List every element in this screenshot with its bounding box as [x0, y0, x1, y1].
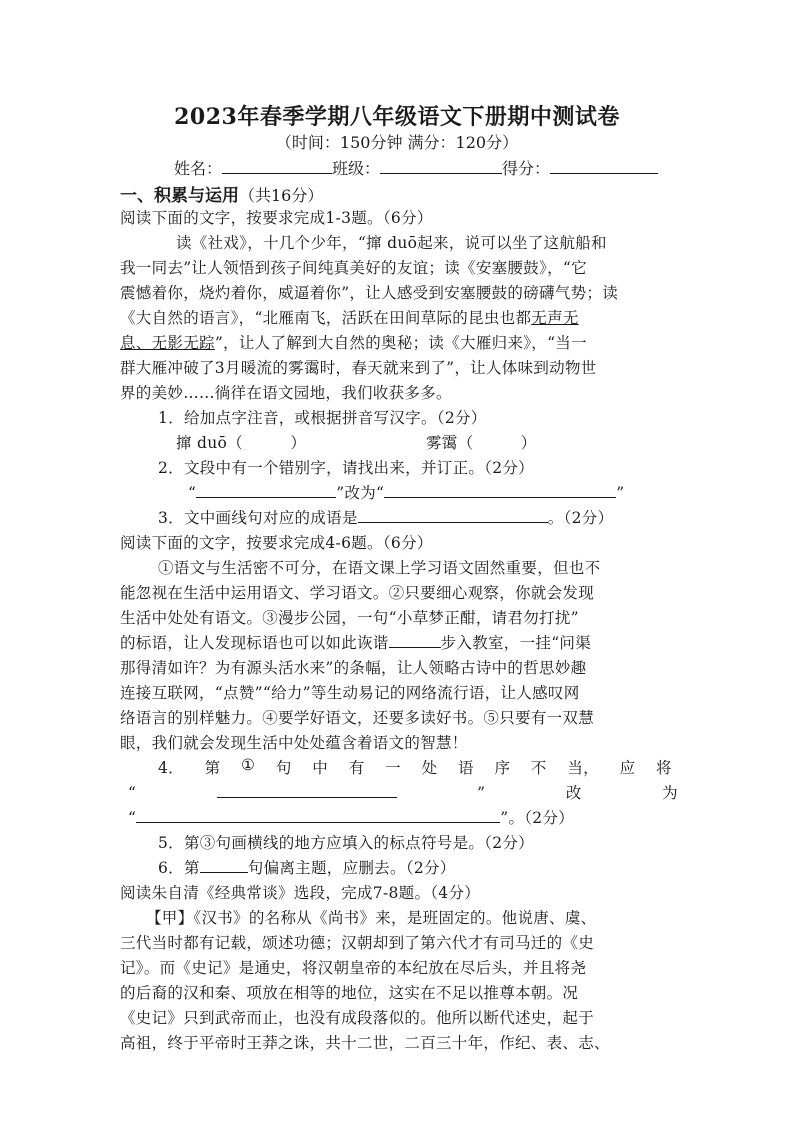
idiom-field[interactable]	[358, 508, 548, 523]
part2-paragraph-line: 眼，我们就会发现生活中处处蕴含着语文的智慧！	[120, 734, 468, 752]
score-label: 得分：	[502, 159, 551, 178]
part1-intro: 阅读下面的文字，按要求完成1-3题。（6分）	[120, 209, 433, 227]
part3-intro: 阅读朱自清《经典常谈》选段，完成7-8题。（4分）	[120, 884, 481, 902]
question-4	[158, 756, 672, 778]
student-info-row	[174, 156, 658, 179]
part2-intro: 阅读下面的文字，按要求完成4-6题。（6分）	[120, 534, 433, 552]
name-field[interactable]	[222, 159, 332, 174]
question-1: 1．给加点字注音，或根据拼音写汉字。（2分）	[158, 409, 487, 427]
open-quote: “	[128, 809, 137, 827]
part1-paragraph-line: 我一同去”让人领悟到孩子间纯真美好的友谊；读《安塞腰鼓》，“它	[120, 259, 587, 277]
part1-paragraph-line: 群大雁冲破了3月暖流的雾霭时，春天就来到了”，让人体味到动物世	[120, 359, 597, 377]
q4-word: 将	[656, 759, 672, 777]
text-segment: 《大自然的语言》，“北雁南飞，活跃在田间草际的昆虫也都	[120, 309, 532, 327]
name-label: 姓名：	[174, 159, 223, 178]
underlined-phrase: 无声无	[531, 309, 579, 327]
part3-paragraph-line: 的后裔的汉和秦、项放在相等的地位，这实在不足以推尊本朝。况	[120, 984, 579, 1002]
sentence-number-field[interactable]	[200, 858, 248, 873]
part2-paragraph-line: 生活中处处有语文。③漫步公园，一句“小草梦正酣，请君勿打扰”	[120, 609, 579, 627]
q4-word: ①	[241, 756, 256, 774]
part2-paragraph-line: 能忽视在生活中运用语文、学习语文。②只要细心观察，你就会发现	[120, 584, 595, 602]
part3-paragraph-line: 【甲】《汉书》的名称从《尚书》来，是班固定的。他说唐、虞、	[146, 909, 597, 927]
class-field[interactable]	[380, 159, 502, 174]
question-1-b[interactable]: 雾霭（ ）	[426, 434, 537, 452]
original-order-field[interactable]	[217, 783, 397, 798]
wrong-char-field[interactable]	[196, 483, 336, 498]
section-heading	[120, 181, 323, 206]
question-6	[158, 856, 456, 878]
q4-word: 当，	[567, 759, 599, 777]
question-1-a[interactable]: 撺 duō（ ）	[176, 434, 307, 452]
part3-paragraph-line: 三代当时都有记载，颂述功德；汉朝却到了第六代才有司马迁的《史	[120, 934, 595, 952]
question-6-text: 6．第	[158, 859, 200, 877]
open-quote: “	[128, 784, 137, 802]
corrected-order-field[interactable]	[136, 808, 500, 823]
text-segment: ”，让人了解到大自然的奥秘；读《大雁归来》，“当一	[214, 334, 587, 352]
q4-word: 句	[275, 759, 292, 777]
q4-word: 有	[348, 759, 365, 777]
part3-paragraph-line: 《史记》只到武帝而止，也没有成段落似的。他所以断代述史，起于	[120, 1009, 595, 1027]
q4-word: 处	[421, 759, 438, 777]
class-label: 班级：	[332, 159, 381, 178]
q4-word: 序	[494, 759, 511, 777]
exam-title: 2023年春季学期八年级语文下册期中测试卷	[174, 104, 620, 130]
section-points: （共16分）	[239, 186, 324, 205]
open-quote: “	[188, 484, 197, 502]
underlined-phrase: 息、无影无踪	[120, 334, 215, 352]
question-4-line2	[128, 781, 678, 803]
question-2: 2．文段中有一个错别字，请找出来，并订正。（2分）	[158, 459, 534, 477]
part1-paragraph-line	[120, 331, 587, 353]
q4-word: 应	[619, 759, 636, 777]
change-label: 改	[565, 784, 582, 802]
section-title: 一、积累与运用	[120, 186, 239, 206]
part1-paragraph-line: 震憾着你，烧灼着你，威逼着你”，让人感受到安塞腰鼓的磅礴气势；读	[120, 284, 619, 302]
part1-paragraph-line	[120, 306, 579, 328]
part2-paragraph-line: 连接互联网，“点赞”“给力”等生动易记的网络流行语，让人感叹网	[120, 684, 580, 702]
q4-word: 第	[204, 759, 221, 777]
part2-paragraph-line: ①语文与生活密不可分，在语文课上学习语文固然重要，但也不	[158, 559, 601, 577]
part1-paragraph-line: 界的美妙……徜徉在语文园地，我们收获多多。	[120, 384, 452, 402]
question-3	[158, 506, 613, 528]
part2-paragraph-line	[120, 631, 591, 653]
q4-word: 一	[385, 759, 401, 777]
question-4-line3	[128, 806, 574, 828]
change-to-label: ”改为“	[336, 484, 385, 502]
to-label: 为	[662, 784, 678, 802]
text-segment: 的标语，让人发现标语也可以如此诙谐	[120, 634, 389, 652]
q4-word: 语	[458, 759, 474, 777]
correct-char-field[interactable]	[384, 483, 616, 498]
part1-paragraph-line: 读《社戏》，十几个少年，“撺 duō起来，说可以坐了这航船和	[176, 234, 607, 252]
exam-subtitle: （时间：150分钟 满分：120分）	[275, 133, 519, 152]
question-5: 5．第③句画横线的地方应填入的标点符号是。（2分）	[158, 834, 534, 852]
question-3-points: 。（2分）	[547, 509, 614, 527]
question-2-answer	[188, 481, 625, 503]
close-quote: ”	[477, 784, 486, 802]
punctuation-blank[interactable]	[389, 633, 441, 648]
text-segment: 步入教室，一挂“问渠	[440, 634, 592, 652]
part3-paragraph-line: 记》。而《史记》是通史，将汉朝皇帝的本纪放在尽后头，并且将尧	[120, 959, 587, 977]
close-quote: ”	[616, 484, 625, 502]
question-4-points: ”。（2分）	[500, 809, 575, 827]
q4-word: 中	[312, 759, 329, 777]
part2-paragraph-line: 络语言的别样魅力。④要学好语文，还要多读好书。⑤只要有一双慧	[120, 709, 595, 727]
score-field[interactable]	[550, 159, 658, 174]
q4-word: 不	[530, 759, 547, 777]
part2-paragraph-line: 那得清如许？为有源头活水来”的条幅，让人领略古诗中的哲思妙趣	[120, 659, 587, 677]
q4-word: 4．	[158, 759, 184, 777]
question-3-text: 3．文中画线句对应的成语是	[158, 509, 358, 527]
question-6-text: 句偏离主题，应删去。（2分）	[247, 859, 456, 877]
part3-paragraph-line: 高祖，终于平帝时王莽之诛，共十二世，二百三十年，作纪、表、志、	[120, 1034, 610, 1052]
